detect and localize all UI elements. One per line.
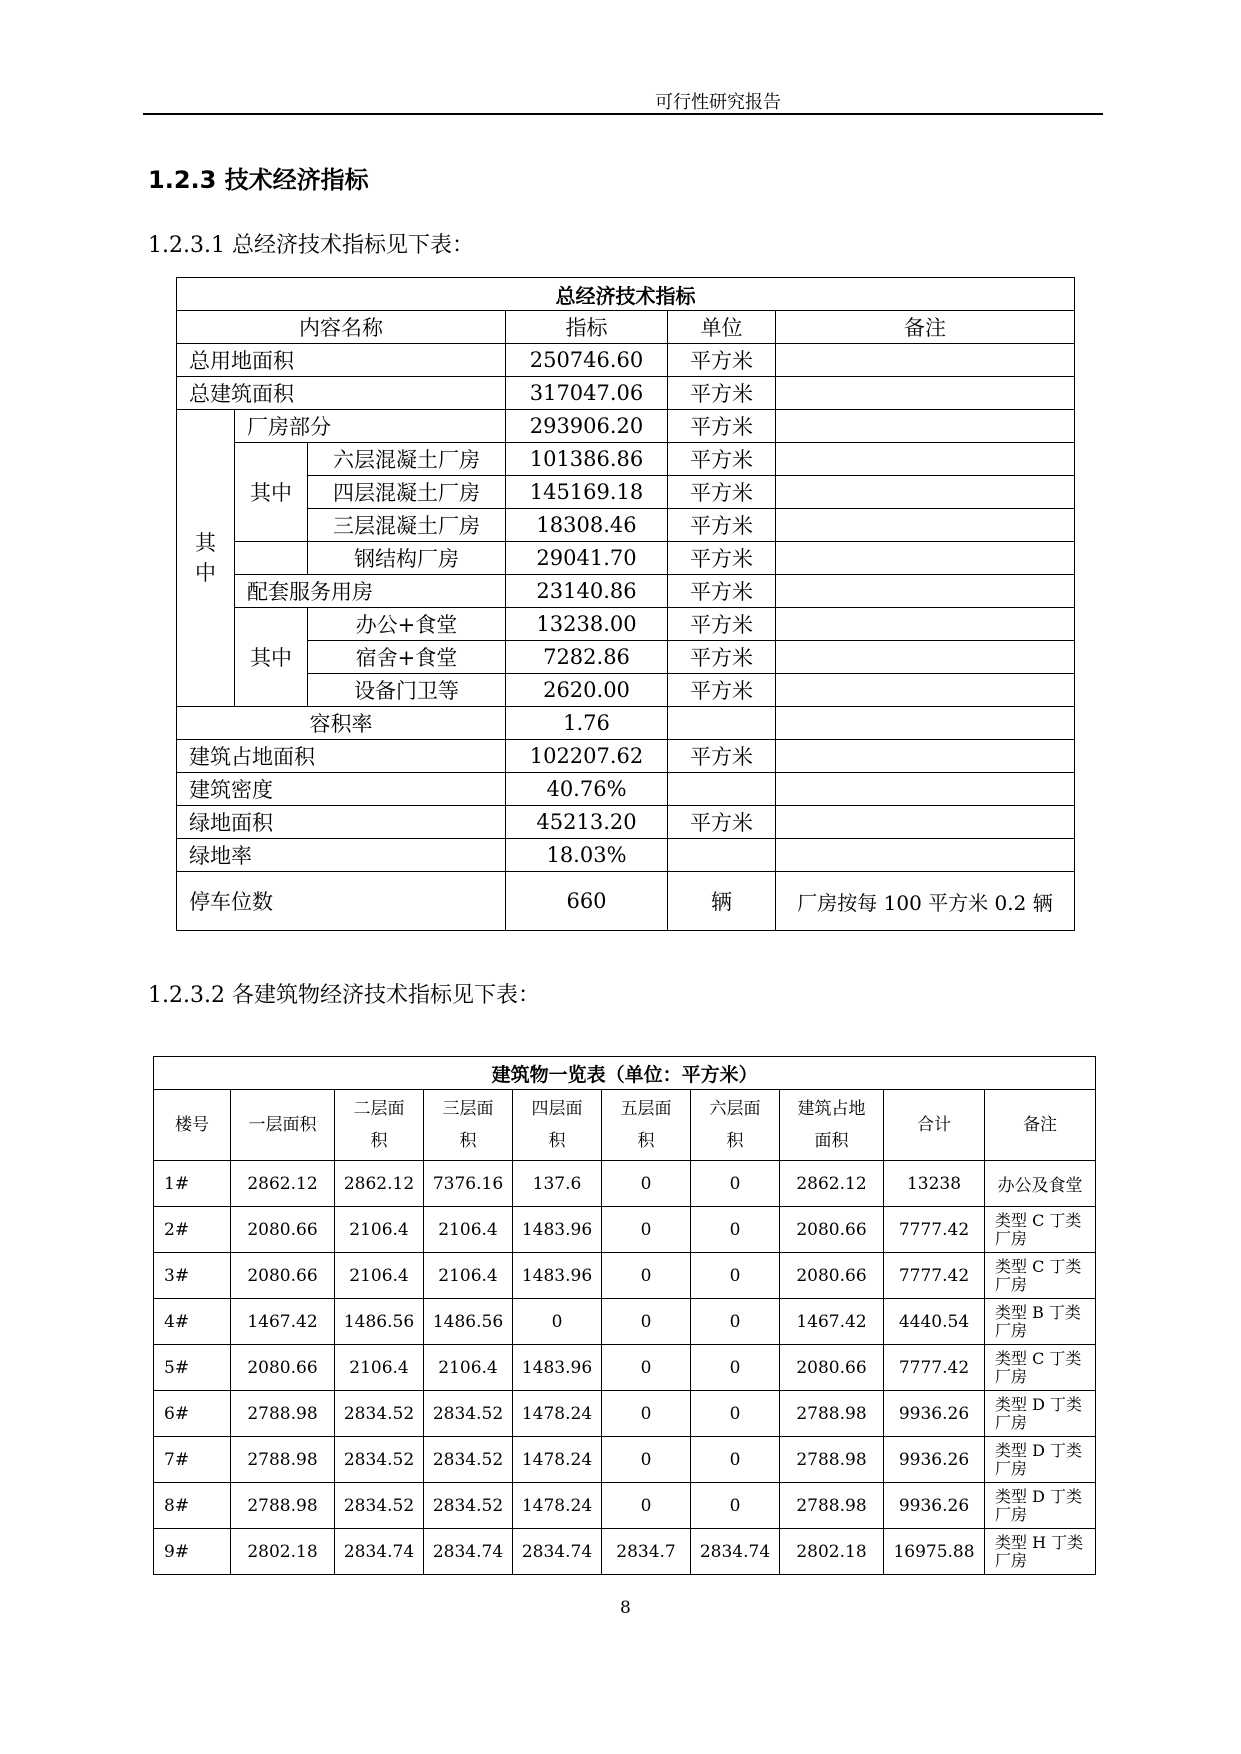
table-row [177,575,1075,608]
cell-value: 2802.18 [780,1529,884,1575]
cell-value: 7777.42 [884,1253,985,1299]
header-cell: 六层面 积 [691,1090,780,1161]
cell-value: 2788.98 [780,1483,884,1529]
cell-value: 2862.12 [231,1161,335,1207]
cell-value: 317047.06 [506,377,668,410]
cell-unit: 平方米 [668,410,776,443]
cell-value: 250746.60 [506,344,668,377]
header-cell: 指标 [506,311,668,344]
cell-note [776,641,1075,674]
cell-value: 0 [602,1161,691,1207]
cell-value: 145169.18 [506,476,668,509]
cell-value: 2080.66 [231,1253,335,1299]
header-cell: 一层面积 [231,1090,335,1161]
header-cell: 单位 [668,311,776,344]
cell-building-number: 3# [154,1253,231,1299]
group-label-vertical: 其 中 [177,410,235,707]
cell-value: 0 [691,1345,780,1391]
cell-value: 2106.4 [424,1345,513,1391]
cell-note [776,773,1075,806]
table-caption: 总经济技术指标 [177,278,1075,311]
cell-name: 钢结构厂房 [308,542,506,575]
table-row [154,1207,1096,1253]
cell-unit: 平方米 [668,608,776,641]
cell-name: 绿地面积 [177,806,506,839]
cell-note [776,707,1075,740]
cell-value: 2788.98 [231,1391,335,1437]
table-row [177,410,1075,443]
cell-value: 293906.20 [506,410,668,443]
cell-unit: 平方米 [668,674,776,707]
table-row [177,872,1075,931]
cell-value: 18308.46 [506,509,668,542]
cell-name: 绿地率 [177,839,506,872]
table-row [177,707,1075,740]
cell-value: 2834.52 [424,1391,513,1437]
cell-value: 1486.56 [335,1299,424,1345]
cell-value: 2834.52 [335,1391,424,1437]
cell-unit: 平方米 [668,740,776,773]
cell-building-number: 2# [154,1207,231,1253]
section-heading: 1.2.3 技术经济指标 [148,166,369,194]
cell-value: 2788.98 [231,1437,335,1483]
table-row [154,1345,1096,1391]
cell-unit: 平方米 [668,542,776,575]
cell-note: 类型 D 丁类 厂房 [985,1483,1096,1529]
cell-value: 1.76 [506,707,668,740]
economic-indicators-table [176,277,1075,931]
cell-unit: 平方米 [668,641,776,674]
cell-note [776,410,1075,443]
table-row [154,1161,1096,1207]
cell-value: 0 [513,1299,602,1345]
cell-value: 2834.74 [513,1529,602,1575]
cell-building-number: 5# [154,1345,231,1391]
cell-value: 40.76% [506,773,668,806]
cell-value: 7777.42 [884,1207,985,1253]
cell-value: 1467.42 [780,1299,884,1345]
cell-value: 0 [691,1161,780,1207]
cell-value: 2080.66 [780,1345,884,1391]
header-cell: 建筑占地 面积 [780,1090,884,1161]
cell-name: 四层混凝土厂房 [308,476,506,509]
cell-value: 45213.20 [506,806,668,839]
table-row [154,1253,1096,1299]
table-row [177,509,1075,542]
cell-unit [668,839,776,872]
table-row [177,839,1075,872]
cell-value: 13238.00 [506,608,668,641]
cell-note [776,575,1075,608]
cell-note: 类型 D 丁类 厂房 [985,1437,1096,1483]
table-caption: 建筑物一览表（单位：平方米） [154,1057,1096,1090]
cell-value: 1483.96 [513,1207,602,1253]
cell-name: 容积率 [177,707,506,740]
cell-value: 102207.62 [506,740,668,773]
cell-name: 三层混凝土厂房 [308,509,506,542]
header-cell: 三层面 积 [424,1090,513,1161]
cell-unit: 平方米 [668,377,776,410]
cell-value: 2080.66 [780,1253,884,1299]
cell-name: 建筑密度 [177,773,506,806]
header-cell: 四层面 积 [513,1090,602,1161]
table-row [177,740,1075,773]
subsection-heading-2: 1.2.3.2 各建筑物经济技术指标见下表： [148,983,540,1008]
cell-note: 类型 D 丁类 厂房 [985,1391,1096,1437]
cell-building-number: 9# [154,1529,231,1575]
cell-value: 2788.98 [780,1391,884,1437]
cell-value: 2080.66 [231,1345,335,1391]
cell-unit: 平方米 [668,806,776,839]
cell-value: 2802.18 [231,1529,335,1575]
cell-name: 配套服务用房 [235,575,506,608]
cell-value: 2620.00 [506,674,668,707]
table-row [177,476,1075,509]
header-cell: 备注 [776,311,1075,344]
cell-value: 2788.98 [231,1483,335,1529]
table-row [177,344,1075,377]
cell-note: 类型 H 丁类 厂房 [985,1529,1096,1575]
header-cell: 二层面 积 [335,1090,424,1161]
table-row [154,1529,1096,1575]
header-cell: 合计 [884,1090,985,1161]
cell-unit: 平方米 [668,344,776,377]
cell-name: 宿舍+食堂 [308,641,506,674]
cell-note [776,674,1075,707]
table-row [177,641,1075,674]
cell-value: 0 [691,1299,780,1345]
table-row [177,806,1075,839]
cell-building-number: 4# [154,1299,231,1345]
table-row [154,1483,1096,1529]
cell-value: 2106.4 [424,1253,513,1299]
cell-value: 1467.42 [231,1299,335,1345]
header-cell: 内容名称 [177,311,506,344]
cell-note: 类型 C 丁类 厂房 [985,1253,1096,1299]
cell-value: 13238 [884,1161,985,1207]
cell-value: 2834.7 [602,1529,691,1575]
cell-value: 2106.4 [424,1207,513,1253]
cell-value: 2834.74 [691,1529,780,1575]
cell-value: 2862.12 [335,1161,424,1207]
table-row [154,1437,1096,1483]
cell-unit [668,773,776,806]
report-header-title: 可行性研究报告 [655,92,781,113]
cell-note [776,806,1075,839]
cell-value: 101386.86 [506,443,668,476]
cell-value: 7376.16 [424,1161,513,1207]
cell-value: 0 [602,1391,691,1437]
cell-value: 0 [602,1299,691,1345]
cell-note [776,443,1075,476]
cell-value: 0 [691,1391,780,1437]
cell-note [776,608,1075,641]
cell-value: 18.03% [506,839,668,872]
header-cell: 五层面 积 [602,1090,691,1161]
cell-unit: 平方米 [668,443,776,476]
table-row [177,674,1075,707]
cell-value: 1483.96 [513,1253,602,1299]
cell-value: 2834.52 [335,1483,424,1529]
cell-name: 厂房部分 [235,410,506,443]
cell-value: 0 [602,1437,691,1483]
header-rule [143,113,1103,115]
cell-name: 六层混凝土厂房 [308,443,506,476]
cell-note [776,839,1075,872]
cell-note [776,476,1075,509]
cell-value: 2834.52 [424,1483,513,1529]
page-number: 8 [620,1598,631,1618]
cell-unit: 平方米 [668,476,776,509]
cell-building-number: 6# [154,1391,231,1437]
group-label: 其中 [235,443,308,542]
cell-note: 厂房按每 100 平方米 0.2 辆 [776,872,1075,931]
cell-value: 2106.4 [335,1345,424,1391]
cell-name: 总建筑面积 [177,377,506,410]
cell-value: 2862.12 [780,1161,884,1207]
table-row [177,542,1075,575]
cell-value: 7282.86 [506,641,668,674]
table-row [177,608,1075,641]
cell-value: 2080.66 [780,1207,884,1253]
cell-note: 类型 B 丁类 厂房 [985,1299,1096,1345]
cell-value: 2834.52 [335,1437,424,1483]
cell-value: 2834.74 [424,1529,513,1575]
cell-value: 2834.52 [424,1437,513,1483]
cell-unit [668,707,776,740]
cell-value: 2834.74 [335,1529,424,1575]
cell-value: 7777.42 [884,1345,985,1391]
cell-value: 1478.24 [513,1391,602,1437]
cell-value: 1483.96 [513,1345,602,1391]
cell-value: 4440.54 [884,1299,985,1345]
table-row [177,377,1075,410]
cell-name: 设备门卫等 [308,674,506,707]
table-row [177,443,1075,476]
cell-value: 0 [691,1253,780,1299]
cell-value: 2106.4 [335,1207,424,1253]
cell-value: 137.6 [513,1161,602,1207]
cell-name: 建筑占地面积 [177,740,506,773]
cell-value: 1478.24 [513,1483,602,1529]
cell-value: 2106.4 [335,1253,424,1299]
cell-building-number: 8# [154,1483,231,1529]
cell-unit: 平方米 [668,509,776,542]
empty-cell [235,542,308,575]
cell-building-number: 7# [154,1437,231,1483]
cell-value: 9936.26 [884,1437,985,1483]
cell-value: 16975.88 [884,1529,985,1575]
cell-value: 0 [602,1253,691,1299]
cell-value: 29041.70 [506,542,668,575]
table-row [154,1299,1096,1345]
cell-value: 9936.26 [884,1483,985,1529]
cell-value: 0 [691,1437,780,1483]
cell-note: 办公及食堂 [985,1161,1096,1207]
cell-note [776,344,1075,377]
cell-value: 0 [602,1345,691,1391]
cell-note [776,509,1075,542]
cell-name: 总用地面积 [177,344,506,377]
cell-value: 0 [691,1483,780,1529]
cell-note: 类型 C 丁类 厂房 [985,1345,1096,1391]
building-list-table [153,1056,1096,1575]
cell-name: 停车位数 [177,872,506,931]
cell-value: 2788.98 [780,1437,884,1483]
cell-value: 660 [506,872,668,931]
cell-note [776,740,1075,773]
cell-value: 0 [691,1207,780,1253]
table-row [177,773,1075,806]
group-label: 其中 [235,608,308,707]
cell-value: 1486.56 [424,1299,513,1345]
table-row [154,1391,1096,1437]
header-cell: 楼号 [154,1090,231,1161]
cell-value: 0 [602,1207,691,1253]
cell-name: 办公+食堂 [308,608,506,641]
header-cell: 备注 [985,1090,1096,1161]
cell-value: 2080.66 [231,1207,335,1253]
cell-value: 0 [602,1483,691,1529]
cell-note [776,377,1075,410]
header-row [154,1090,1096,1161]
cell-building-number: 1# [154,1161,231,1207]
cell-value: 23140.86 [506,575,668,608]
cell-unit: 平方米 [668,575,776,608]
cell-value: 1478.24 [513,1437,602,1483]
cell-unit: 辆 [668,872,776,931]
cell-value: 9936.26 [884,1391,985,1437]
subsection-heading-1: 1.2.3.1 总经济技术指标见下表： [148,233,474,258]
cell-note [776,542,1075,575]
cell-note: 类型 C 丁类 厂房 [985,1207,1096,1253]
